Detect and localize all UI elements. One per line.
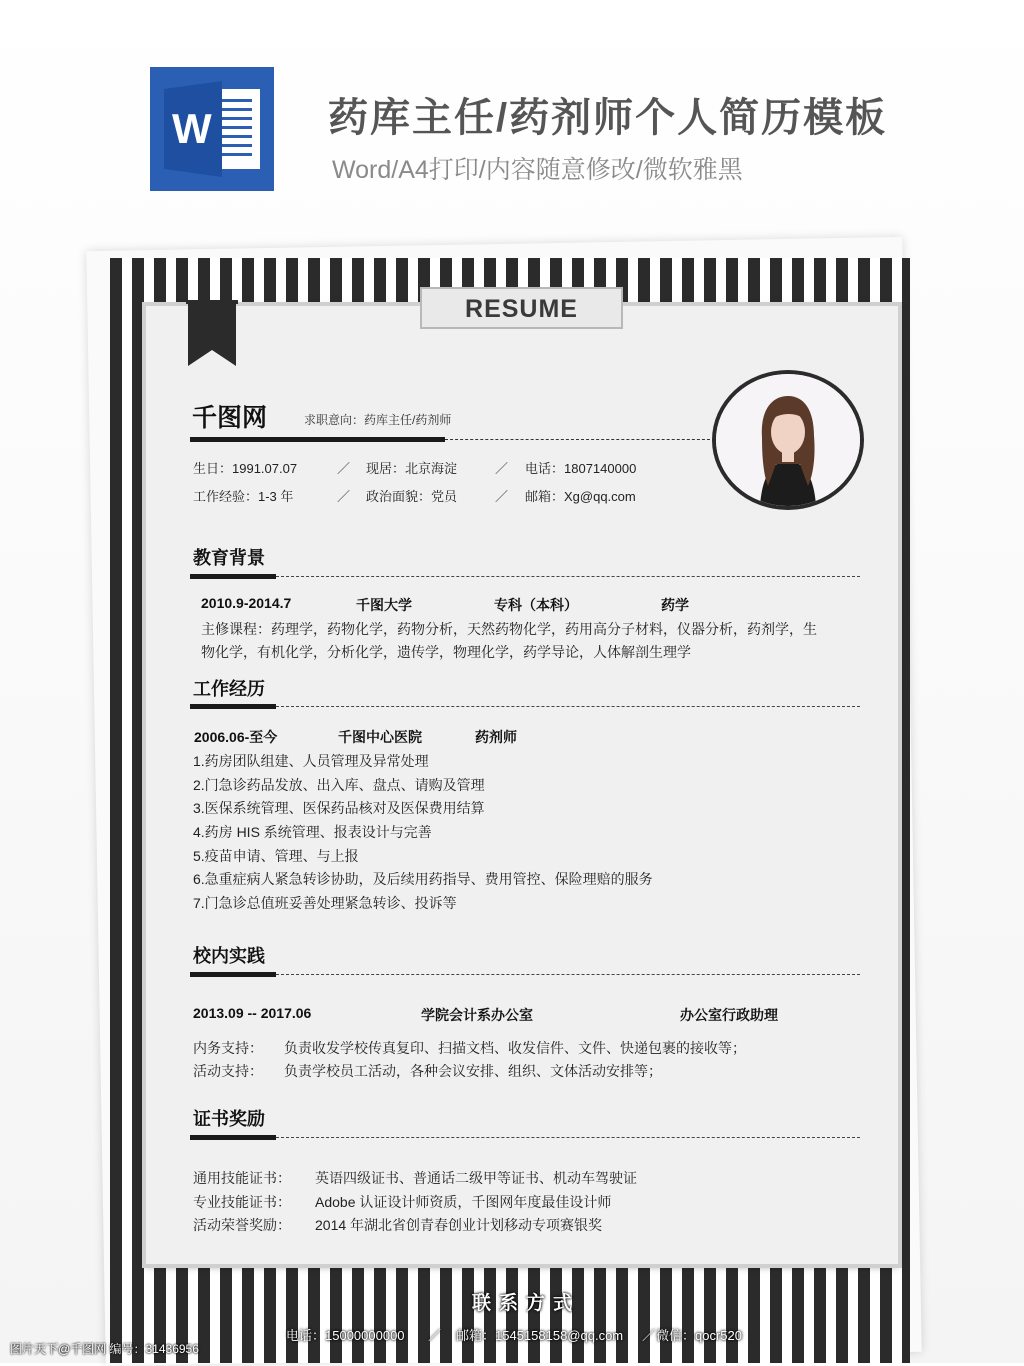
experience-info: 工作经验：1-3 年 <box>193 489 294 504</box>
certs-title: 证书奖励 <box>193 1109 265 1129</box>
applicant-name: 千图网 <box>192 404 268 432</box>
campus-row-text: 负责收发学校传真复印、扫描文档、收发信件、文件、快递包裹的接收等； <box>284 1040 746 1056</box>
watermark-text: 图片天下@千图网 编号：31436956 <box>10 1342 199 1356</box>
section-dashed-line <box>276 1137 860 1138</box>
campus-row-text: 负责学校员工活动，各种会议安排、组织、文体活动安排等； <box>284 1063 662 1079</box>
education-period: 2010.9-2014.7 <box>201 595 292 611</box>
section-dashed-line <box>276 706 860 707</box>
work-duty: 1.药房团队组建、人员管理及异常处理 <box>193 753 429 769</box>
page-subtitle: Word/A4打印/内容随意修改/微软雅黑 <box>332 156 743 184</box>
section-underline <box>190 574 276 579</box>
education-courses-line: 主修课程：药理学，药物化学，药物分析，天然药物化学，药用高分子材料，仪器分析，药剂学，生 <box>201 621 817 637</box>
section-underline <box>190 972 276 977</box>
campus-role: 办公室行政助理 <box>680 1007 778 1023</box>
work-duty: 3.医保系统管理、医保药品核对及医保费用结算 <box>193 800 485 816</box>
contact-separator: ／ <box>642 1328 656 1343</box>
campus-row-label: 内务支持： <box>193 1040 263 1056</box>
info-separator: ／ <box>495 461 509 476</box>
job-intent: 求职意向：药库主任/药剂师 <box>304 413 452 427</box>
info-separator: ／ <box>495 489 509 504</box>
campus-org: 学院会计系办公室 <box>421 1007 533 1023</box>
page-title: 药库主任/药剂师个人简历模板 <box>328 96 888 140</box>
birth-info: 生日：1991.07.07 <box>193 461 298 476</box>
word-letter: W <box>172 105 212 152</box>
education-major: 药学 <box>661 597 689 613</box>
cert-text: 英语四级证书、普通话二级甲等证书、机动车驾驶证 <box>315 1170 637 1186</box>
phone-info: 电话：1807140000 <box>525 461 637 476</box>
cert-label: 活动荣誉奖励： <box>193 1217 291 1233</box>
section-dashed-line <box>276 576 860 577</box>
education-school: 千图大学 <box>356 597 412 613</box>
education-title: 教育背景 <box>193 548 265 568</box>
work-duty: 6.急重症病人紧急转诊协助，及后续用药指导、费用管控、保险理赔的服务 <box>193 871 653 887</box>
info-separator: ／ <box>337 489 351 504</box>
location-info: 现居：北京海淀 <box>366 461 458 476</box>
section-underline <box>190 1135 276 1140</box>
work-company: 千图中心医院 <box>338 729 422 745</box>
resume-tab: RESUME <box>420 287 623 329</box>
work-period: 2006.06-至今 <box>194 729 278 745</box>
name-dashed-line <box>445 439 715 440</box>
contact-title: 联系方式 <box>472 1293 581 1314</box>
name-underline <box>190 437 445 442</box>
cert-label: 通用技能证书： <box>193 1170 291 1186</box>
campus-period: 2013.09 -- 2017.06 <box>193 1005 312 1021</box>
bookmark-icon <box>186 300 238 370</box>
profile-photo <box>712 370 864 510</box>
contact-phone: 电话：15000000000 <box>286 1328 405 1343</box>
cert-text: 2014 年湖北省创青春创业计划移动专项赛银奖 <box>315 1217 603 1233</box>
cert-text: Adobe 认证设计师资质，千图网年度最佳设计师 <box>315 1194 612 1210</box>
work-duty: 7.门急诊总值班妥善处理紧急转诊、投诉等 <box>193 895 457 911</box>
work-title: 工作经历 <box>193 679 265 699</box>
work-duty: 4.药房 HIS 系统管理、报表设计与完善 <box>193 824 432 840</box>
email-info: 邮箱：Xg@qq.com <box>525 489 636 504</box>
campus-title: 校内实践 <box>193 946 265 966</box>
work-position: 药剂师 <box>475 729 517 745</box>
politics-info: 政治面貌：党员 <box>366 489 458 504</box>
cert-label: 专业技能证书： <box>193 1194 291 1210</box>
education-degree: 专科（本科） <box>494 597 578 613</box>
contact-wechat: 微信：qocr520 <box>656 1328 742 1343</box>
contact-separator: ／ <box>428 1328 442 1343</box>
person-avatar-icon <box>716 374 860 506</box>
info-separator: ／ <box>337 461 351 476</box>
section-dashed-line <box>276 974 860 975</box>
word-doc-icon <box>150 67 274 191</box>
contact-email: 邮箱：1545158158@qq.com <box>456 1328 624 1343</box>
section-underline <box>190 704 276 709</box>
campus-row-label: 活动支持： <box>193 1063 263 1079</box>
education-courses-line: 物化学，有机化学，分析化学，遗传学，物理化学，药学导论，人体解剖生理学 <box>201 644 691 660</box>
work-duty: 5.疫苗申请、管理、与上报 <box>193 848 359 864</box>
work-duty: 2.门急诊药品发放、出入库、盘点、请购及管理 <box>193 777 485 793</box>
